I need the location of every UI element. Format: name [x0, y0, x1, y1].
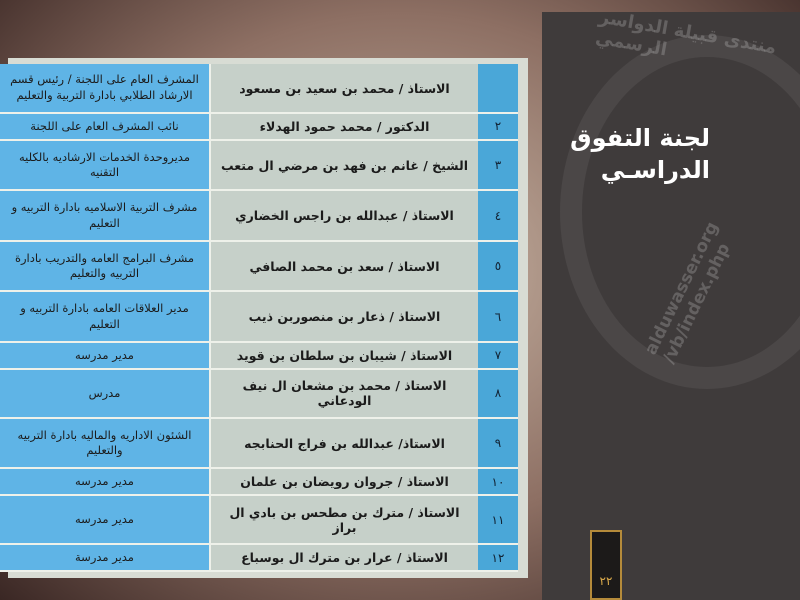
table-row [0, 342, 518, 369]
member-role: مدير مدرسه [0, 495, 210, 544]
row-number: ١٢ [478, 544, 518, 571]
member-name: الاستاذ / عرار بن مترك ال بوسباع [210, 544, 478, 571]
member-role: المشرف العام على اللجنة / رئيس قسم الارشاد الطلابي بادارة التربية والتعليم [0, 64, 210, 113]
table-row [0, 369, 518, 418]
table-row [0, 64, 518, 113]
row-number [478, 64, 518, 113]
page-number: ٢٢ [599, 574, 613, 588]
member-name: الاستاذ / جروان رويضان بن علمان [210, 468, 478, 495]
page-badge-icon [590, 530, 622, 600]
table-row [0, 113, 518, 140]
member-name: الاستاذ / سعد بن محمد الصافي [210, 241, 478, 292]
member-role: مديروحدة الخدمات الارشاديه بالكليه التقنيه [0, 140, 210, 191]
table-row [0, 468, 518, 495]
member-role: مدير مدرسة [0, 544, 210, 571]
committee-table-body [0, 64, 518, 571]
member-name: الاستاذ / مترك بن مطحس بن بادي ال براز [210, 495, 478, 544]
table-row [0, 495, 518, 544]
member-name: الشيخ / غانم بن فهد بن مرضي ال متعب [210, 140, 478, 191]
row-number: ٦ [478, 291, 518, 342]
row-number: ٥ [478, 241, 518, 292]
committee-table-wrap [0, 64, 518, 572]
row-number: ٨ [478, 369, 518, 418]
member-name: الاستاذ / عبدالله بن راجس الخضاري [210, 190, 478, 241]
member-name: الدكتور / محمد حمود الهدلاء [210, 113, 478, 140]
table-row [0, 140, 518, 191]
table-row [0, 418, 518, 469]
committee-title: لجنة التفوق الدراسـي [570, 124, 710, 185]
member-name: الاستاذ / محمد بن سعيد بن مسعود [210, 64, 478, 113]
member-role: مدرس [0, 369, 210, 418]
member-role: مدير العلاقات العامه بادارة التربيه و التعليم [0, 291, 210, 342]
member-name: الاستاذ / محمد بن مشعان ال نيف الودعاني [210, 369, 478, 418]
member-name: الاستاذ/ عبدالله بن فراج الحنابجه [210, 418, 478, 469]
member-role: مدير مدرسه [0, 342, 210, 369]
watermark-arc-text: منتدى قبيلة الدواسر الرسمي [593, 6, 779, 61]
row-number: ٣ [478, 140, 518, 191]
table-row [0, 291, 518, 342]
row-number: ٢ [478, 113, 518, 140]
watermark-url-text: alduwasser.org /vb/index.php [641, 218, 735, 367]
member-role: الشئون الاداريه والماليه بادارة التربيه والتعليم [0, 418, 210, 469]
row-number: ١٠ [478, 468, 518, 495]
member-role: مشرف البرامج العامه والتدريب بادارة التربيه والتعليم [0, 241, 210, 292]
member-name: الاستاذ / ذعار بن منصوربن ذيب [210, 291, 478, 342]
table-row [0, 544, 518, 571]
member-role: مدير مدرسه [0, 468, 210, 495]
member-name: الاستاذ / شيبان بن سلطان بن قويد [210, 342, 478, 369]
row-number: ٩ [478, 418, 518, 469]
committee-table [0, 64, 518, 572]
row-number: ٤ [478, 190, 518, 241]
row-number: ٧ [478, 342, 518, 369]
member-role: مشرف التربية الاسلاميه بادارة التربيه و التعليم [0, 190, 210, 241]
table-row [0, 241, 518, 292]
row-number: ١١ [478, 495, 518, 544]
table-row [0, 190, 518, 241]
member-role: نائب المشرف العام على اللجنة [0, 113, 210, 140]
